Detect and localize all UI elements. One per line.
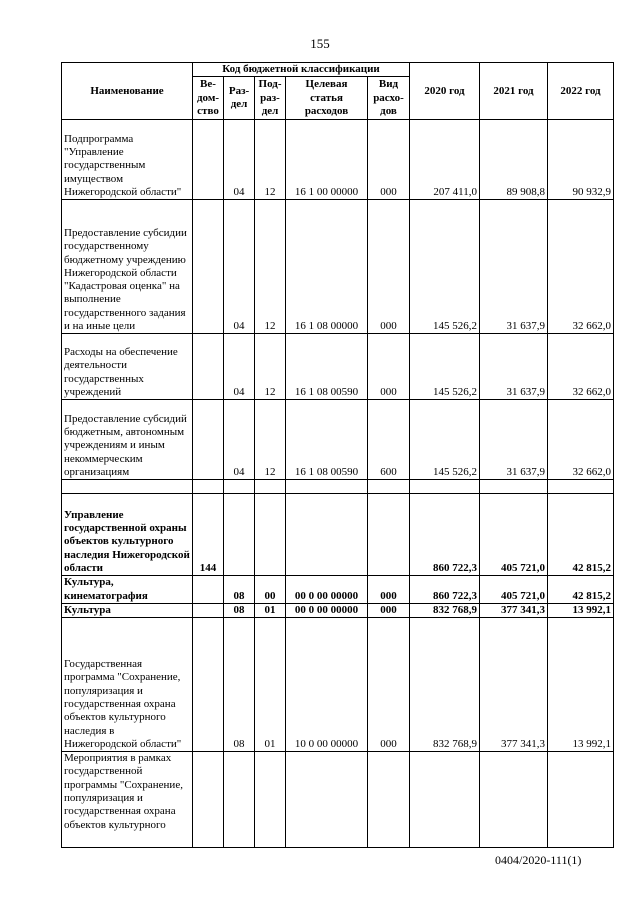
row-podrazdel-cell: 01 (255, 618, 286, 752)
row-name-cell: Расходы на обеспечение деятельности государственных учреждений (62, 334, 193, 400)
header-vid: Вид расхо-дов (368, 77, 410, 120)
row-razdel-cell (224, 494, 255, 576)
row-2020-cell: 207 411,0 (410, 120, 480, 200)
row-name-cell: Предоставление субсидии государственному бюджетному учреждению Нижегородской области "Кадастровая оценка" на выполнение государственного задания и на иные цели (62, 200, 193, 334)
table-row (62, 494, 614, 576)
row-razdel-cell: 08 (224, 603, 255, 617)
row-razdel-cell: 08 (224, 576, 255, 604)
header-name: Наименование (62, 63, 193, 120)
row-2020-cell: 832 768,9 (410, 603, 480, 617)
row-2020-cell: 860 722,3 (410, 494, 480, 576)
row-razdel-cell: 04 (224, 400, 255, 480)
row-2020-cell: 860 722,3 (410, 576, 480, 604)
row-vid-cell: 000 (368, 576, 410, 604)
row-razdel-cell (224, 752, 255, 848)
row-2021-cell: 405 721,0 (480, 494, 548, 576)
row-2021-cell: 31 637,9 (480, 334, 548, 400)
row-name-cell: Культура (62, 603, 193, 617)
row-2022-cell: 90 932,9 (548, 120, 614, 200)
row-celevaya-cell: 16 1 00 00000 (286, 120, 368, 200)
header-razdel: Раз-дел (224, 77, 255, 120)
row-name-cell: Мероприятия в рамках государственной программы "Сохранение, популяризация и государственная охрана объектов культурного (62, 752, 193, 848)
row-vedomstvo-cell (193, 200, 224, 334)
table-row (62, 576, 614, 604)
row-2021-cell: 31 637,9 (480, 400, 548, 480)
row-2022-cell: 13 992,1 (548, 603, 614, 617)
row-celevaya-cell: 00 0 00 00000 (286, 603, 368, 617)
row-celevaya-cell: 00 0 00 00000 (286, 576, 368, 604)
row-celevaya-cell (286, 494, 368, 576)
row-vid-cell (368, 480, 410, 494)
row-2021-cell: 377 341,3 (480, 618, 548, 752)
row-vedomstvo-cell (193, 603, 224, 617)
budget-table (61, 62, 614, 848)
page-number: 155 (310, 36, 330, 51)
row-podrazdel-cell: 12 (255, 120, 286, 200)
row-2021-cell: 31 637,9 (480, 200, 548, 334)
row-2021-cell: 89 908,8 (480, 120, 548, 200)
row-celevaya-cell: 16 1 08 00590 (286, 334, 368, 400)
row-2022-cell: 42 815,2 (548, 576, 614, 604)
row-podrazdel-cell (255, 480, 286, 494)
row-2022-cell: 42 815,2 (548, 494, 614, 576)
row-podrazdel-cell: 00 (255, 576, 286, 604)
row-name-cell: Управление государственной охраны объектов культурного наследия Нижегородской области (62, 494, 193, 576)
row-2020-cell: 145 526,2 (410, 334, 480, 400)
row-2022-cell (548, 480, 614, 494)
row-name-cell (62, 480, 193, 494)
row-razdel-cell: 04 (224, 120, 255, 200)
header-vedomstvo: Ве-дом-ство (193, 77, 224, 120)
table-row (62, 603, 614, 617)
row-podrazdel-cell: 12 (255, 200, 286, 334)
row-2021-cell: 405 721,0 (480, 576, 548, 604)
row-vid-cell: 600 (368, 400, 410, 480)
row-vid-cell: 000 (368, 618, 410, 752)
row-razdel-cell (224, 480, 255, 494)
row-2022-cell (548, 752, 614, 848)
row-name-cell: Государственная программа "Сохранение, популяризация и государственная охрана объектов культурного наследия в Нижегородской области" (62, 618, 193, 752)
row-podrazdel-cell (255, 494, 286, 576)
header-2020: 2020 год (410, 63, 480, 120)
row-celevaya-cell: 16 1 08 00000 (286, 200, 368, 334)
row-vedomstvo-cell (193, 752, 224, 848)
row-2022-cell: 13 992,1 (548, 618, 614, 752)
table-row (62, 120, 614, 200)
row-vedomstvo-cell (193, 334, 224, 400)
row-podrazdel-cell: 01 (255, 603, 286, 617)
row-celevaya-cell (286, 480, 368, 494)
row-vid-cell: 000 (368, 120, 410, 200)
row-2020-cell (410, 480, 480, 494)
table-row (62, 618, 614, 752)
row-vid-cell: 000 (368, 334, 410, 400)
row-podrazdel-cell: 12 (255, 400, 286, 480)
row-razdel-cell: 04 (224, 334, 255, 400)
row-razdel-cell: 08 (224, 618, 255, 752)
row-name-cell: Подпрограмма "Управление государственным имуществом Нижегородской области" (62, 120, 193, 200)
table-row (62, 334, 614, 400)
row-2020-cell: 832 768,9 (410, 618, 480, 752)
table-row (62, 752, 614, 848)
footer-document-code: 0404/2020-111(1) (495, 853, 582, 867)
row-vedomstvo-cell (193, 400, 224, 480)
row-vid-cell: 000 (368, 200, 410, 334)
header-celevaya: Целевая статья расходов (286, 77, 368, 120)
row-2022-cell: 32 662,0 (548, 400, 614, 480)
row-podrazdel-cell (255, 752, 286, 848)
header-code-group: Код бюджетной классификации (193, 63, 410, 77)
table-row (62, 480, 614, 494)
row-razdel-cell: 04 (224, 200, 255, 334)
row-2021-cell (480, 480, 548, 494)
row-celevaya-cell (286, 752, 368, 848)
row-vedomstvo-cell (193, 576, 224, 604)
row-vedomstvo-cell (193, 120, 224, 200)
table-row (62, 200, 614, 334)
row-2021-cell: 377 341,3 (480, 603, 548, 617)
table-row (62, 400, 614, 480)
row-podrazdel-cell: 12 (255, 334, 286, 400)
row-2020-cell: 145 526,2 (410, 400, 480, 480)
row-vedomstvo-cell (193, 480, 224, 494)
row-vid-cell (368, 752, 410, 848)
row-2022-cell: 32 662,0 (548, 334, 614, 400)
header-2021: 2021 год (480, 63, 548, 120)
row-2020-cell: 145 526,2 (410, 200, 480, 334)
row-name-cell: Предоставление субсидий бюджетным, автономным учреждениям и иным некоммерческим организациям (62, 400, 193, 480)
row-2020-cell (410, 752, 480, 848)
row-vid-cell: 000 (368, 603, 410, 617)
header-2022: 2022 год (548, 63, 614, 120)
row-celevaya-cell: 16 1 08 00590 (286, 400, 368, 480)
row-vedomstvo-cell (193, 618, 224, 752)
row-celevaya-cell: 10 0 00 00000 (286, 618, 368, 752)
row-vedomstvo-cell: 144 (193, 494, 224, 576)
header-podrazdel: Под-раз-дел (255, 77, 286, 120)
row-2022-cell: 32 662,0 (548, 200, 614, 334)
row-name-cell: Культура, кинематография (62, 576, 193, 604)
row-2021-cell (480, 752, 548, 848)
row-vid-cell (368, 494, 410, 576)
